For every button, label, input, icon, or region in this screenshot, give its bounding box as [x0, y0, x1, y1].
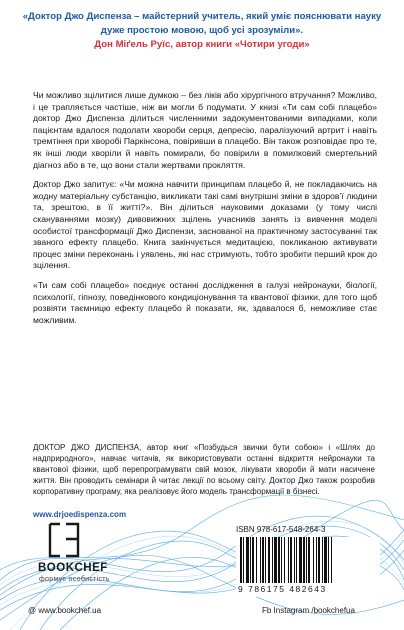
publisher-tagline: формує особистість	[39, 576, 110, 583]
quote-attribution: Дон Міґель Руїс, автор книги «Чотири угоди»	[94, 39, 310, 50]
description-paragraph-2: Доктор Джо запитує: «Чи можна навчити принципам плацебо й, не покладаючись на жодну матеріальну субстанцію, викликати такі самі внутрішні зміни в здоров’ї людини та, зрештою, в її житті?». Він ділиться науковими доказами (у тому числі скануваннями мозку) дивовижних зцілень учасників занять із вивчення моделі особистої трансформації Джо Диспензи, заснованої на практичному застосуванні так званого ефекту плацебо. Книга закінчується медитацією, покликаною активувати процес зміни переконань і уявлень, які нас стримують, тобто зробити перший крок до зцілення.	[33, 179, 377, 271]
quote-text: «Доктор Джо Диспенза – майстерний учитель, який уміє пояснювати науку дуже простою мовою, щоб усі зрозуміли».	[22, 11, 382, 36]
description-paragraph-3: «Ти сам собі плацебо» поєднує останні дослідження в галузі нейронауки, біології, психології, гіпнозу, поведінкового кондиціонування та квантової фізики, для того щоб розвіяти таємницю ефекту плацебо й показати, як, здавалося б, неможливе стає можливим.	[33, 279, 377, 325]
book-description	[33, 90, 377, 326]
isbn-label: ISBN 978-617-548-264-3	[236, 525, 326, 534]
publisher-website[interactable]: @ www.bookchef.ua	[28, 606, 102, 615]
publisher-name: BOOKCHEF	[38, 562, 108, 574]
description-paragraph-1: Чи можливо зцілитися лише думкою – без ліків або хірургічного втручання? Можливо, і це трапляється частіше, ніж ви могли б подумати. У книзі «Ти сам собі плацебо» доктор Джо Диспенза ділиться численними задокументованими випадками, коли пацієнтам вдалося подолати хвороби серця, депресію, паралізуючий артрит і навіть тремтіння при хворобі Паркінсона, повіривши в плацебо. Він також розповідає про те, як інші люди хворіли й навіть помирали, бо повірили в помилковий смертельний діагноз або в те, що вони стали жертвами прокляття.	[33, 90, 377, 170]
bookchef-logo-mark-icon	[48, 522, 82, 558]
barcode-digits: 9 786175 482643	[238, 584, 327, 594]
publisher-social[interactable]: Fb Instagram /bookchefua	[262, 606, 355, 615]
author-website-link[interactable]: www.drjoedispenza.com	[33, 510, 127, 519]
publisher-logo	[38, 522, 118, 592]
endorsement-quote	[16, 10, 388, 52]
barcode-bars	[236, 537, 380, 583]
author-bio: ДОКТОР ДЖО ДИСПЕНЗА, автор книг «Позбудься звички бути собою» і «Шлях до надприродного», навчає читачів, як використовувати останні відкриття нейронауки та квантової фізики, щоб перепрограмувати свій мозок, лікувати хвороби й мати насичене життя. Він проводить семінари й читає лекції по всьому світу. Доктор Джо також розробив корпоративну програму, яка реалізовує його модель трансформації в бізнесі.	[33, 443, 375, 496]
